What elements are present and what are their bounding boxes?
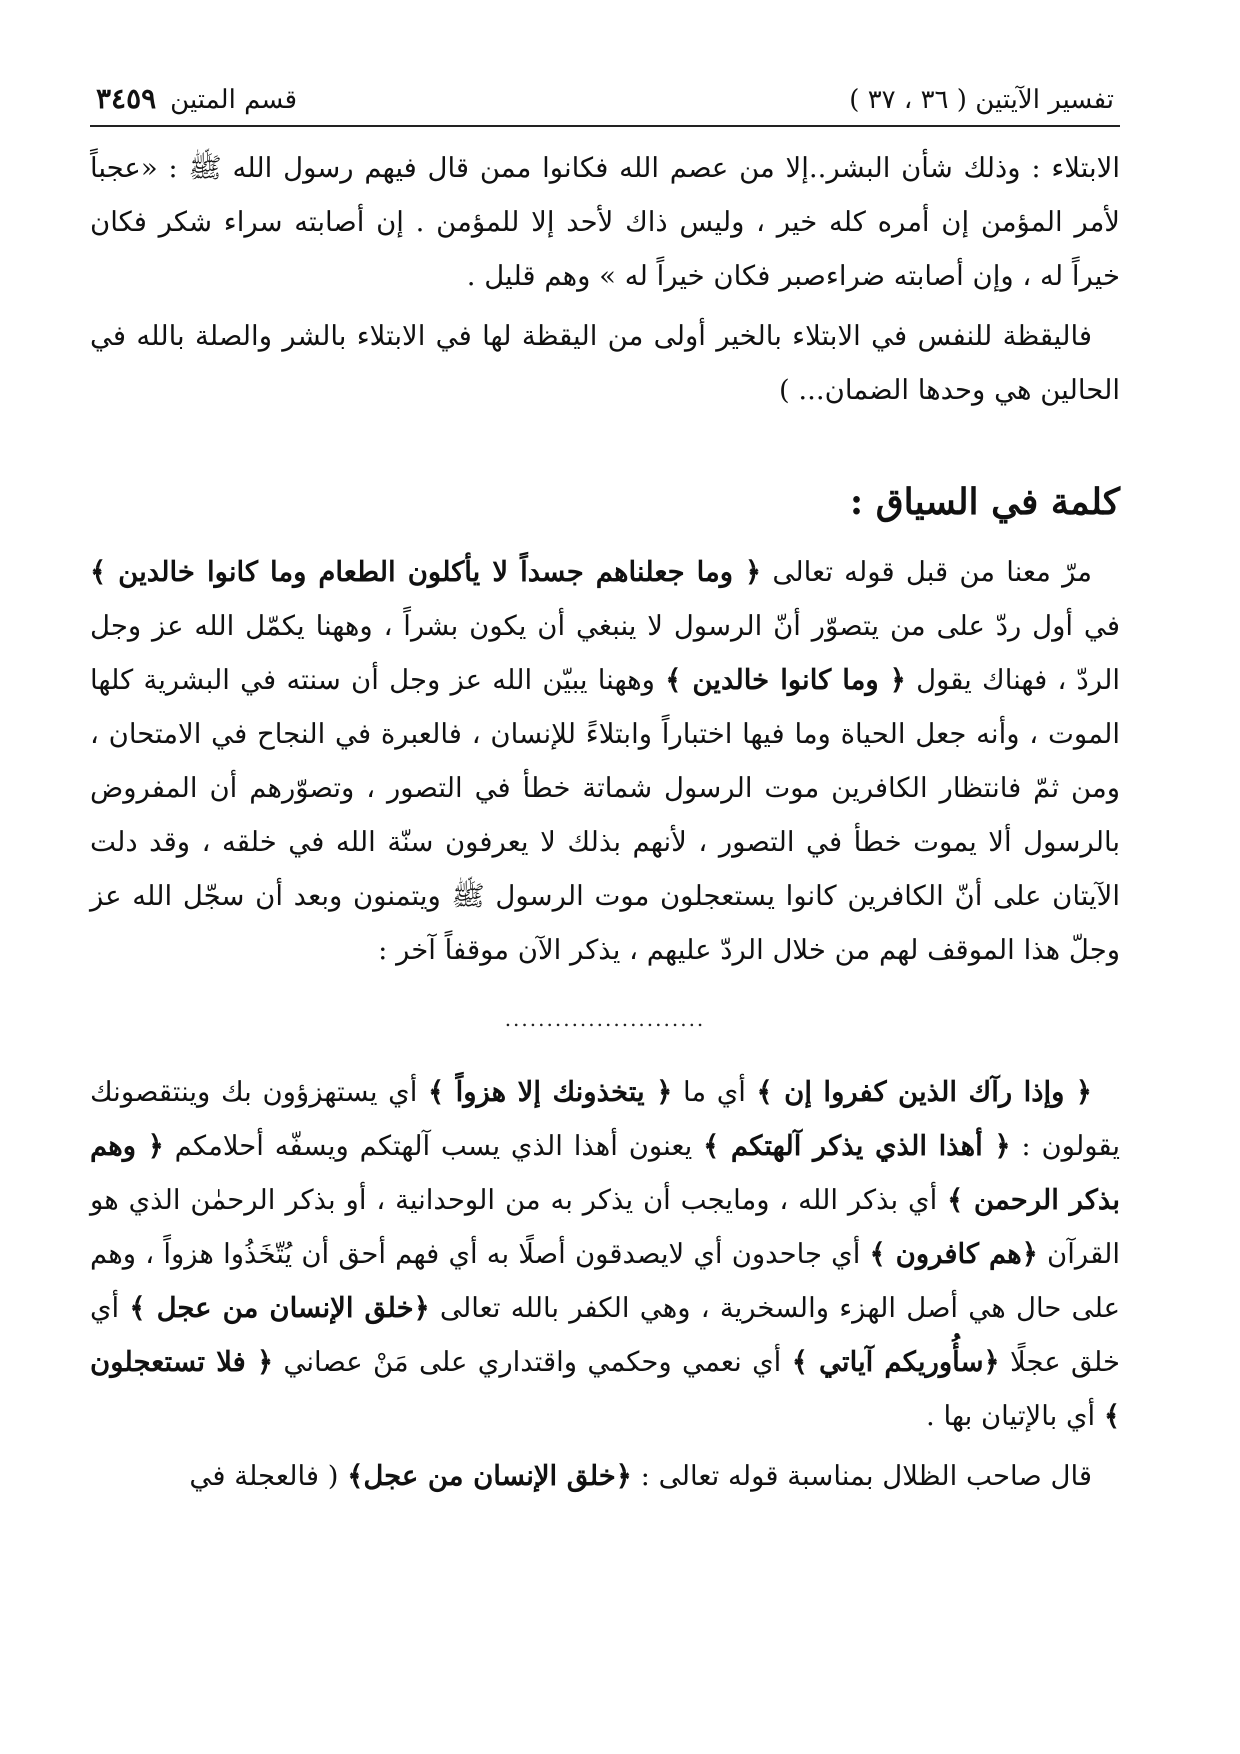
text-run: ( فالعجلة في [189,1460,348,1492]
quran-verse: ﴿خلق الإنسان من عجل ﴾ [129,1292,430,1324]
quote-paragraph-1: الابتلاء : وذلك شأن البشر..إلا من عصم الله فكانوا ممن قال فيهم رسول الله ﷺ : «عجباً لأمر المؤمن إن أمره كله خير ، وليس ذاك لأحد إلا للمؤمن . إن أصابته سراء شكر فكان خيراً له ، وإن أصابته ضراءصبر فكان خيراً له » وهم قليل . [90,152,1120,292]
section-title: تفسير الآيتين ( ٣٦ ، ٣٧ ) [849,85,1114,115]
header-left [96,82,297,117]
quran-verse: ﴿ وإذا رآك الذين كفروا إن ﴾ [756,1076,1092,1108]
quran-verse: ﴿خلق الإنسان من عجل﴾ [347,1460,632,1492]
page-number: ٣٤٥٩ [96,82,157,115]
text-run: مرّ معنا من قبل قوله تعالى [761,556,1092,588]
quran-verse: ﴿ يتخذونك إلا هزواً ﴾ [428,1076,673,1108]
quran-verse: ﴿هم كافرون ﴾ [869,1238,1038,1270]
text-run: يعنون أهذا الذي يسب آلهتكم ويسفّه أحلامكم [163,1130,704,1162]
page-header [90,82,1120,127]
quran-verse: ﴿ فلا تستعجلون ﴾ [90,1346,1120,1432]
commentary-paragraph [90,1065,1120,1443]
final-paragraph [90,1449,1120,1503]
quran-verse: ﴿ وما جعلناهم جسداً لا يأكلون الطعام وما كانوا خالدين ﴾ [90,556,762,588]
quran-verse: ﴿ وهم بذكر الرحمن ﴾ [90,1130,1120,1216]
text-run: أي بالإتيان بها . [926,1400,1104,1432]
section-heading: كلمة في السياق : [849,481,1120,523]
text-run: أي خلق عجلًا [90,1292,1120,1378]
book-title: قسم المتين [170,85,298,115]
text-run: أي ما [672,1076,757,1108]
text-run: أي يستهزؤون بك وينتقصونك يقولون : [90,1076,1120,1162]
text-run: أي جاحدون أي لايصدقون أصلًا به أي فهم أحق أن يُتّخَذُوا هزواً ، وهم على حال هي أصل الهزء والسخرية ، وهي الكفر بالله تعالى [90,1238,1120,1324]
quote-block [90,141,1120,417]
quran-verse: ﴿ أهذا الذي يذكر آلهتكم ﴾ [703,1130,1011,1162]
text-run: أي نعمي وحكمي واقتداري على مَنْ عصاني [273,1346,792,1378]
document-page [90,82,1120,1714]
text-run: أي بذكر الله ، ومايجب أن يذكر به من الوحدانية ، أو بذكر الرحمٰن الذي هو القرآن [90,1184,1121,1270]
dotted-separator: ........................ [504,1007,706,1031]
quran-verse: ﴿سأُوريكم آياتي ﴾ [791,1346,1000,1378]
text-run: في أول ردّ على من يتصوّر أنّ الرسول لا ينبغي أن يكون بشراً ، وههنا يكمّل الله عز وجل الردّ ، فهناك يقول [90,610,1120,696]
context-paragraph [90,545,1120,977]
quran-verse: ﴿ وما كانوا خالدين ﴾ [665,664,906,696]
quote-paragraph-2: فاليقظة للنفس في الابتلاء بالخير أولى من اليقظة لها في الابتلاء بالشر والصلة بالله في الحالين هي وحدها الضمان... ) [90,320,1120,406]
text-run: قال صاحب الظلال بمناسبة قوله تعالى : [631,1460,1092,1492]
text-run: وههنا يبيّن الله عز وجل أن سنته في البشرية كلها الموت ، وأنه جعل الحياة وما فيها اختباراً وابتلاءً للإنسان ، فالعبرة في النجاح في الامتحان ، ومن ثمّ فانتظار الكافرين موت الرسول شماتة خطأ في التصور ، وتصوّرهم أن المفروض بالرسول ألا يموت خطأ في التصور ، لأنهم بذلك لا يعرفون سنّة الله في خلقه ، وقد دلت الآيتان على أنّ الكافرين كانوا يستعجلون موت الرسول ﷺ ويتمنون وبعد أن سجّل الله عز وجلّ هذا الموقف لهم من خلال الردّ عليهم ، يذكر الآن موقفاً آخر : [90,664,1120,966]
